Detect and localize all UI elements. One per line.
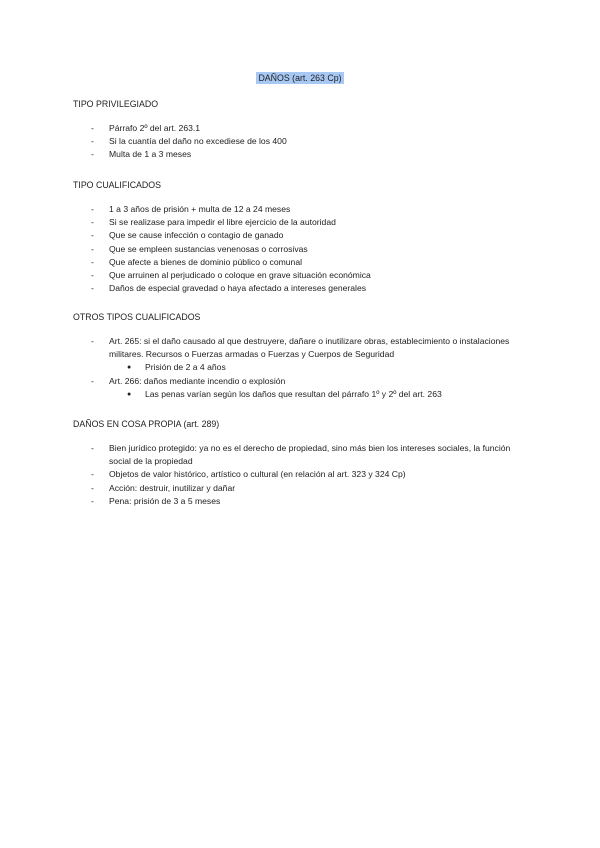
dash-list bbox=[73, 335, 533, 401]
section-danos-cosa-propia bbox=[73, 418, 533, 508]
bullet-item: ● Prisión de 2 a 4 años bbox=[109, 361, 533, 374]
list-item: - Si la cuantía del daño no excediese de los 400 bbox=[73, 135, 533, 148]
section-tipo-cualificados bbox=[73, 179, 533, 295]
list-item bbox=[73, 335, 533, 375]
section-otros-tipos-cualificados bbox=[73, 311, 533, 401]
list-item: - Objetos de valor histórico, artístico o cultural (en relación al art. 323 y 324 Cp) bbox=[73, 468, 533, 481]
section-heading: OTROS TIPOS CUALIFICADOS bbox=[73, 312, 201, 322]
dash-list bbox=[73, 122, 533, 162]
bullet-list bbox=[109, 361, 533, 374]
bullet-list bbox=[109, 388, 533, 401]
section-heading: TIPO PRIVILEGIADO bbox=[73, 99, 159, 109]
list-item: - Bien jurídico protegido: ya no es el derecho de propiedad, sino más bien los intereses sociales, la función social de la propiedad bbox=[73, 442, 533, 468]
list-item: - Que arruinen al perjudicado o coloque en grave situación económica bbox=[73, 269, 533, 282]
list-item: - Acción: destruir, inutilizar y dañar bbox=[73, 482, 533, 495]
bullet-item: ● Las penas varían según los daños que resultan del párrafo 1º y 2º del art. 263 bbox=[109, 388, 533, 401]
section-heading: DAÑOS EN COSA PROPIA (art. 289) bbox=[73, 419, 220, 429]
document-title: DAÑOS (art. 263 Cp) bbox=[258, 73, 342, 83]
list-item: - Daños de especial gravedad o haya afectado a intereses generales bbox=[73, 282, 533, 295]
title-container bbox=[0, 72, 600, 85]
list-item: - 1 a 3 años de prisión + multa de 12 a 24 meses bbox=[73, 203, 533, 216]
list-item: - Que afecte a bienes de dominio público o comunal bbox=[73, 256, 533, 269]
list-item-text: Art. 265: si el daño causado al que destruyere, dañare o inutilizare obras, establecimiento o instalaciones militares. Recursos o Fuerzas armadas o Fuerzas y Cuerpos de Seguridad bbox=[109, 336, 510, 360]
list-item: - Párrafo 2º del art. 263.1 bbox=[73, 122, 533, 135]
list-item: - Multa de 1 a 3 meses bbox=[73, 148, 533, 161]
list-item: - Pena: prisión de 3 a 5 meses bbox=[73, 495, 533, 508]
list-item: - Si se realizase para impedir el libre ejercicio de la autoridad bbox=[73, 216, 533, 229]
list-item: - Que se empleen sustancias venenosas o corrosivas bbox=[73, 243, 533, 256]
list-item: - Que se cause infección o contagio de ganado bbox=[73, 229, 533, 242]
dash-list bbox=[73, 442, 533, 508]
dash-list bbox=[73, 203, 533, 295]
list-item-text: Art. 266: daños mediante incendio o explosión bbox=[109, 375, 286, 386]
section-tipo-privilegiado bbox=[73, 98, 533, 162]
list-item bbox=[73, 375, 533, 401]
section-heading: TIPO CUALIFICADOS bbox=[73, 180, 161, 190]
